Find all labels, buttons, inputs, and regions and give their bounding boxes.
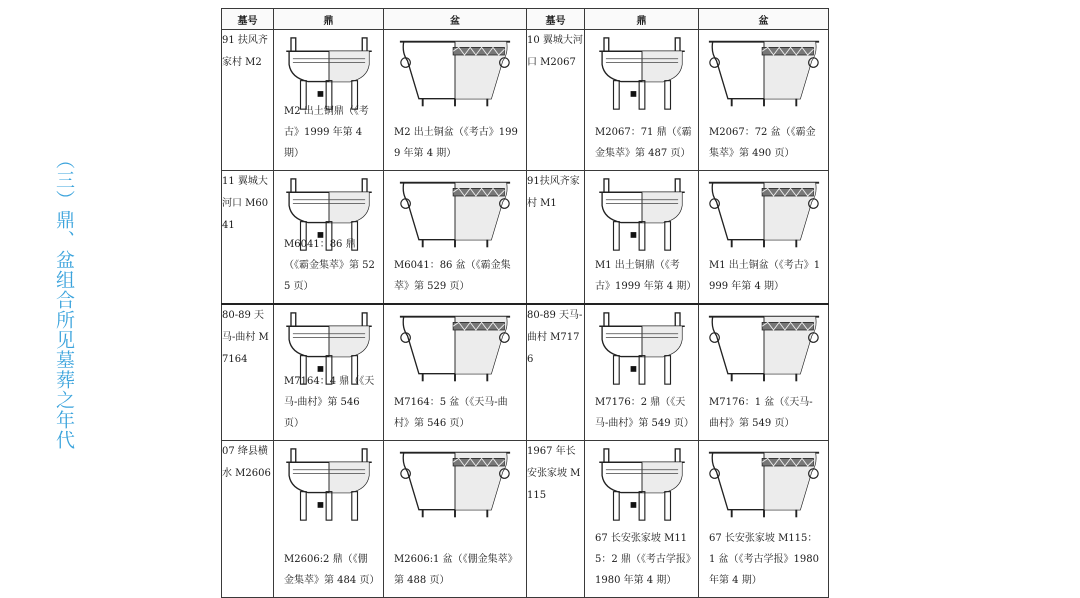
header-tomb-right: 墓号 [527, 9, 585, 30]
ding-cell [274, 441, 384, 598]
pen-caption: M6041：86 盆（《霸金集萃》第 529 页） [394, 259, 511, 292]
tomb-label: 10 翼城大河口 M2067 [527, 30, 585, 171]
tomb-label: 11 翼城大河口 M6041 [222, 171, 274, 304]
ding-caption: M7176：2 鼎（《天马-曲村》第 549 页） [595, 397, 694, 429]
ding-cell [585, 171, 699, 304]
pen-drawing [705, 36, 823, 112]
pen-cell [699, 304, 829, 441]
pen-cell [699, 30, 829, 171]
table-row [222, 304, 829, 441]
slide-title: （三）鼎、盆组合所见墓葬之年代 [53, 150, 75, 450]
header-ding-right: 鼎 [585, 9, 699, 30]
pen-drawing [392, 177, 518, 253]
pen-caption: M2 出土铜盆（《考古》1999 年第 4 期） [394, 127, 518, 159]
ding-caption: M2606:2 鼎（《倗金集萃》第 484 页） [284, 554, 380, 586]
pen-caption: M2067：72 盆（《霸金集萃》第 490 页） [709, 127, 816, 159]
ding-drawing [594, 447, 690, 523]
ding-caption: 67 长安张家坡 M115：2 鼎（《考古学报》1980 年第 4 期） [595, 533, 691, 586]
table-row [222, 30, 829, 171]
ding-drawing [594, 177, 690, 253]
ding-caption: M1 出土铜鼎（《考古》1999 年第 4 期） [595, 259, 697, 292]
ding-caption: M2067：71 鼎（《霸金集萃》第 487 页） [595, 127, 692, 159]
pen-drawing [392, 447, 518, 523]
header-pen-right: 盆 [699, 9, 829, 30]
pen-drawing [705, 311, 823, 387]
ding-cell [274, 304, 384, 441]
header-tomb-left: 墓号 [222, 9, 274, 30]
header-row [222, 9, 829, 30]
header-pen-left: 盆 [384, 9, 527, 30]
pen-drawing [392, 36, 518, 112]
pen-caption: M2606:1 盆（《倗金集萃》第 488 页） [394, 554, 518, 586]
ding-drawing [594, 36, 690, 112]
pen-cell [384, 304, 527, 441]
tomb-label: 80-89 天马-曲村 M7176 [527, 304, 585, 441]
header-ding-left: 鼎 [274, 9, 384, 30]
ding-cell [585, 304, 699, 441]
ding-caption: M6041：86 鼎（《霸金集萃》第 525 页） [284, 238, 375, 292]
ding-drawing [281, 447, 377, 523]
tomb-label: 1967 年长安张家坡 M115 [527, 441, 585, 598]
pen-drawing [705, 447, 823, 523]
pen-caption: 67 长安张家坡 M115：1 盆（《考古学报》1980 年第 4 期） [709, 533, 819, 586]
tomb-label: 07 绛县横水 M2606 [222, 441, 274, 598]
tomb-label: 80-89 天马-曲村 M7164 [222, 304, 274, 441]
ding-drawing [594, 311, 690, 387]
pen-cell [699, 441, 829, 598]
ding-caption: M7164：4 鼎（《天马-曲村》第 546 页） [284, 376, 375, 429]
pen-caption: M1 出土铜盆（《考古》1999 年第 4 期） [709, 259, 821, 292]
table-row [222, 171, 829, 304]
ding-cell [585, 441, 699, 598]
ding-cell [274, 30, 384, 171]
tomb-label: 91 扶风齐家村 M2 [222, 30, 274, 171]
ding-caption: M2 出土铜鼎（《考古》1999 年第 4 期） [284, 106, 369, 159]
tomb-label: 91扶风齐家村 M1 [527, 171, 585, 304]
pen-drawing [705, 177, 823, 253]
ding-cell [585, 30, 699, 171]
pen-cell [384, 30, 527, 171]
ding-cell [274, 171, 384, 304]
vessel-comparison-table [221, 8, 829, 598]
pen-caption: M7176：1 盆（《天马-曲村》第 549 页） [709, 397, 813, 429]
pen-cell [384, 171, 527, 304]
pen-drawing [392, 311, 518, 387]
pen-cell [699, 171, 829, 304]
table-row [222, 441, 829, 598]
pen-caption: M7164：5 盆（《天马-曲村》第 546 页） [394, 397, 508, 429]
pen-cell [384, 441, 527, 598]
